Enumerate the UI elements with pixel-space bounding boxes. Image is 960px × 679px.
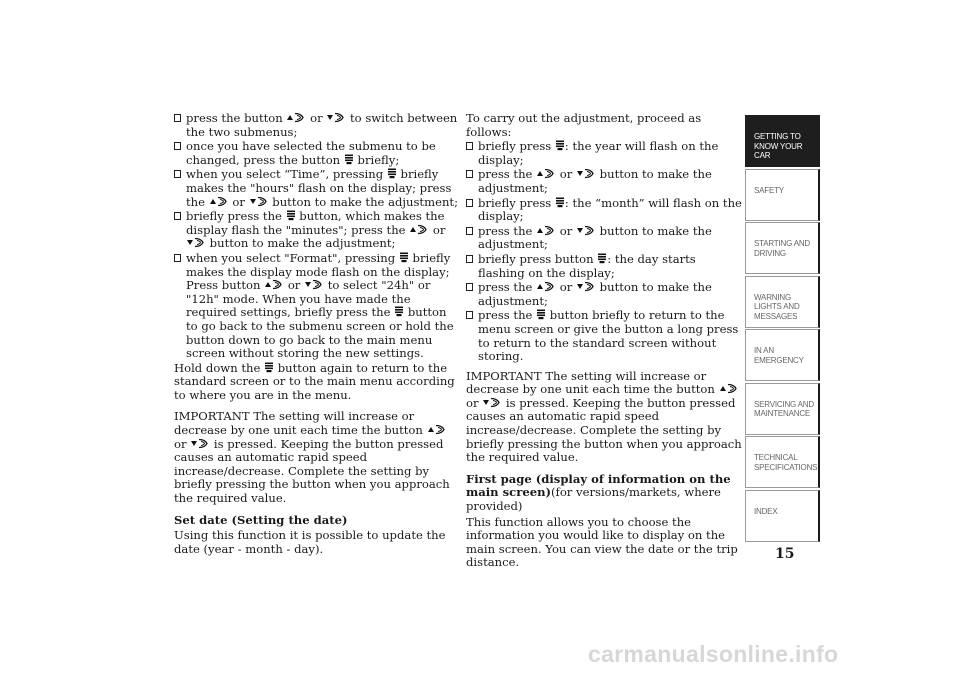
button-up-icon [209, 196, 229, 207]
set-date-heading: Set date (Setting the date) [174, 512, 348, 527]
button-down-icon [326, 112, 346, 123]
list-item [174, 210, 458, 251]
chapter-sidebar [745, 115, 820, 545]
list-item [466, 140, 742, 167]
text-segment: is pressed. Keeping the button pressed causes an automatic rapid speed increase/decrease. Complete the setting by briefly pressing the button when you approach the required value. [174, 436, 450, 506]
hold-down-paragraph [174, 362, 458, 403]
menu-ok-icon [555, 197, 565, 208]
checkbox-bullet-icon [466, 142, 473, 150]
text-segment: IMPORTANT The setting will increase or decrease by one unit each time the button [466, 368, 719, 397]
button-up-icon [286, 112, 306, 123]
first-page-heading-bold: First page (display of information on the main screen) [466, 471, 731, 500]
list-item [466, 281, 742, 308]
text-segment: briefly; [353, 152, 400, 167]
text-segment: once you have selected the submenu to be changed, press the button [186, 139, 436, 167]
checkbox-bullet-icon [466, 283, 473, 291]
button-up-icon [264, 279, 284, 290]
button-down-icon [249, 196, 269, 207]
text-segment: briefly makes the "hours" flash on the display; press the [186, 167, 452, 209]
menu-ok-icon [399, 252, 409, 263]
right-bullet-list [466, 140, 742, 364]
sidebar-tab-safety[interactable]: SAFETY [745, 169, 820, 221]
text-segment: or [466, 395, 483, 410]
button-down-icon [482, 397, 502, 408]
important-note-left [174, 410, 458, 505]
sidebar-tab-technical-specifications[interactable]: TECHNICAL SPECIFICATIONS [745, 436, 820, 488]
checkbox-bullet-icon [174, 170, 181, 178]
checkbox-bullet-icon [174, 114, 181, 122]
sidebar-tab-starting-and-driving[interactable]: STARTING AND DRIVING [745, 222, 820, 274]
button-down-icon [304, 279, 324, 290]
sidebar-tab-in-an-emergency[interactable]: IN AN EMERGENCY [745, 329, 820, 381]
text-segment: press the [478, 280, 537, 295]
list-item [466, 253, 742, 280]
text-segment: press the [478, 223, 537, 238]
menu-ok-icon [387, 168, 397, 179]
menu-ok-icon [597, 253, 607, 264]
set-date-body: Using this function it is possible to update the date (year - month - day). [174, 528, 446, 556]
menu-ok-icon [394, 306, 404, 317]
button-down-icon [576, 225, 596, 236]
list-item [466, 197, 742, 224]
button-up-icon [536, 281, 556, 292]
menu-ok-icon [344, 154, 354, 165]
text-segment: : the “month” will flash on the display; [478, 195, 742, 224]
checkbox-bullet-icon [174, 212, 181, 220]
list-item [174, 140, 458, 167]
text-segment: or [174, 436, 191, 451]
button-up-icon [427, 424, 447, 435]
text-segment: or [556, 280, 576, 295]
page-number: 15 [775, 546, 795, 562]
left-bullet-list [174, 112, 458, 361]
text-segment: when you select "Format", pressing [186, 250, 399, 265]
sidebar-tab-warning-lights-and-messages[interactable]: WARNING LIGHTS AND MESSAGES [745, 276, 820, 328]
text-segment: to select "24h" or "12h" mode. When you have made the required settings, briefly press the [186, 278, 431, 320]
text-segment: or [306, 111, 327, 125]
text-segment: is pressed. Keeping the button pressed causes an automatic rapid speed increase/decrease. Complete the setting by briefly pressing the button when you approach the required value. [466, 395, 742, 465]
text-segment: or [284, 278, 305, 293]
menu-ok-icon [555, 140, 565, 151]
list-item [174, 112, 458, 139]
text-segment: briefly press button [478, 251, 598, 266]
text-segment: : the year will flash on the display; [478, 139, 719, 167]
checkbox-bullet-icon [174, 254, 181, 262]
text-segment: button again to return to the standard screen or to the main menu according to where you are in the menu. [174, 360, 455, 402]
button-up-icon [409, 224, 429, 235]
button-down-icon [576, 168, 596, 179]
list-item [466, 309, 742, 363]
text-segment: Hold down the [174, 360, 265, 375]
text-segment: briefly makes the display mode flash on the display; Press button [186, 250, 451, 293]
checkbox-bullet-icon [466, 227, 473, 235]
list-item [466, 225, 742, 252]
text-segment: button to make the adjustment; [206, 236, 396, 251]
first-page-heading-note: (for versions/markets, where provided) [466, 485, 721, 514]
text-segment: press the [478, 308, 537, 323]
first-page-body: This function allows you to choose the information you would like to display on the main screen. You can view the date or the trip distance. [466, 514, 738, 570]
sidebar-tab-servicing-and-maintenance[interactable]: SERVICING AND MAINTENANCE [745, 383, 820, 435]
button-down-icon [576, 281, 596, 292]
important-note-right [466, 370, 742, 465]
button-up-icon [719, 383, 739, 394]
button-down-icon [186, 237, 206, 248]
text-segment: IMPORTANT The setting will increase or decrease by one unit each time the button [174, 409, 427, 438]
text-segment: or [556, 223, 576, 238]
checkbox-bullet-icon [174, 142, 181, 150]
first-page-heading [466, 473, 742, 514]
text-segment: press the [478, 167, 537, 182]
text-segment: button to make the adjustment; [478, 280, 712, 308]
menu-ok-icon [286, 210, 296, 221]
checkbox-bullet-icon [466, 311, 473, 319]
watermark: carmanualsonline.info [588, 641, 839, 667]
list-item [466, 168, 742, 195]
text-segment: briefly press [478, 195, 555, 210]
text-segment: button to make the adjustment; [268, 194, 458, 209]
button-up-icon [536, 225, 556, 236]
text-segment: press the button [186, 111, 287, 125]
sidebar-tab-index[interactable]: INDEX [745, 490, 820, 542]
adjustment-intro: To carry out the adjustment, proceed as follows: [466, 111, 702, 139]
menu-ok-icon [264, 362, 274, 373]
menu-ok-icon [536, 309, 546, 320]
text-segment: or [429, 222, 446, 237]
text-segment: button to go back to the submenu screen or hold the button down to go back to the main menu screen without storing the new settings. [186, 305, 454, 361]
text-segment: briefly press the [186, 209, 286, 224]
checkbox-bullet-icon [466, 255, 473, 263]
text-segment: or [228, 194, 249, 209]
list-item [174, 252, 458, 361]
checkbox-bullet-icon [466, 170, 473, 178]
text-segment: button briefly to return to the menu screen or give the button a long press to return to the standard screen without storing. [478, 308, 739, 364]
text-segment: to switch between the two submenus; [186, 111, 458, 139]
checkbox-bullet-icon [466, 199, 473, 207]
button-down-icon [190, 438, 210, 449]
list-item [174, 168, 458, 209]
right-column [466, 112, 742, 570]
text-segment: button, which makes the display flash the "minutes"; press the [186, 209, 445, 237]
text-segment: button to make the adjustment; [478, 223, 712, 252]
text-segment: : the day starts flashing on the display; [478, 251, 696, 280]
text-segment: button to make the adjustment; [478, 167, 712, 195]
text-segment: briefly press [478, 139, 555, 154]
text-segment: when you select “Time”, pressing [186, 167, 387, 182]
sidebar-tab-getting-to-know-your-car[interactable]: GETTING TO KNOW YOUR CAR [745, 115, 820, 167]
text-segment: or [556, 167, 576, 182]
button-up-icon [536, 168, 556, 179]
left-column [174, 112, 458, 556]
